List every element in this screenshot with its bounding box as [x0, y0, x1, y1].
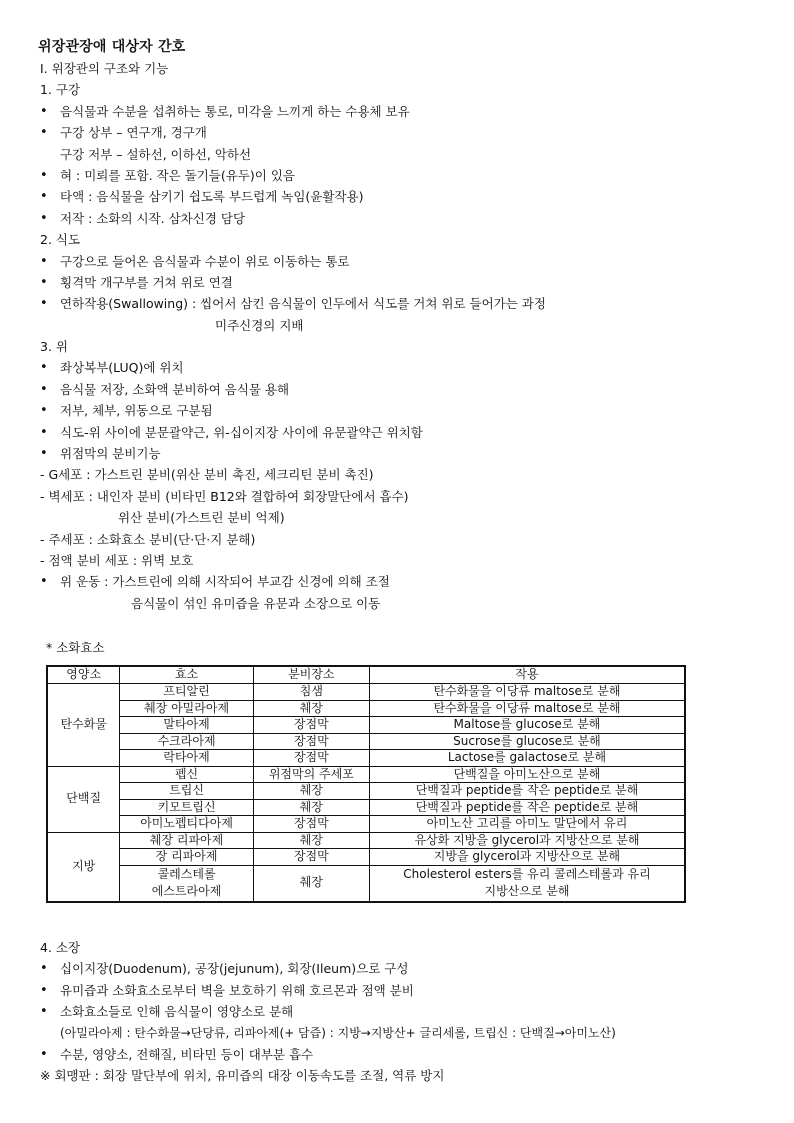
- list-item: • 저작 : 소화의 시작. 삼차신경 담당: [40, 208, 754, 229]
- dash-item: - 점액 분비 세포 : 위벽 보호: [40, 552, 194, 568]
- enzyme-cell: 아미노펩티다아제: [120, 816, 253, 833]
- list-item: • 소화효소들로 인해 음식물이 영양소로 분해: [40, 1001, 754, 1022]
- list-item: • 구강 상부 – 연구개, 경구개: [40, 122, 754, 143]
- dash-item: - 주세포 : 소화효소 분비(단·단·지 분해): [40, 531, 256, 547]
- table-row: [47, 766, 685, 783]
- table-row: [47, 832, 685, 849]
- table-row: [47, 849, 685, 866]
- dash-item: - G세포 : 가스트린 분비(위산 분비 촉진, 세크리틴 분비 촉진): [40, 467, 374, 483]
- table-row: [47, 816, 685, 833]
- site-cell: 장점막: [253, 816, 369, 833]
- table-row: [47, 750, 685, 767]
- action-cell: Cholesterol esters를 유리 콜레스테롤과 유리: [369, 865, 685, 883]
- note-line: ※ 회맹판 : 회장 말단부에 위치, 유미즙의 대장 이동속도를 조절, 역류 방지: [40, 1068, 445, 1084]
- site-cell: 장점막: [253, 750, 369, 767]
- site-cell: 장점막: [253, 849, 369, 866]
- site-cell: 췌장: [253, 783, 369, 800]
- list-item: • 유미즙과 소화효소로부터 벽을 보호하기 위해 호르몬과 점액 분비: [40, 980, 754, 1001]
- list-item-continuation: 구강 저부 – 설하선, 이하선, 악하선: [60, 146, 252, 162]
- enzyme-cell: 프티알린: [120, 684, 253, 701]
- enzyme-table-caption: * 소화효소: [46, 640, 105, 655]
- dash-item: - 벽세포 : 내인자 분비 (비타민 B12와 결합하여 회장말단에서 흡수): [40, 488, 409, 504]
- table-row: [47, 717, 685, 734]
- site-cell: 췌장: [253, 799, 369, 816]
- list-item: • 횡격막 개구부를 거쳐 위로 연결: [40, 272, 754, 293]
- action-cell: 탄수화물을 이당류 maltose로 분해: [369, 700, 685, 717]
- digestive-enzyme-table: [46, 665, 686, 903]
- site-cell: 장점막: [253, 717, 369, 734]
- enzyme-cell: 췌장 리파아제: [120, 832, 253, 849]
- list-item: • 십이지장(Duodenum), 공장(jejunum), 회장(Ileum)으로 구성: [40, 958, 754, 979]
- table-row: [47, 733, 685, 750]
- site-cell: 위점막의 주세포: [253, 766, 369, 783]
- list-item: • 식도-위 사이에 분문괄약근, 위-십이지장 사이에 유문괄약근 위치함: [40, 422, 754, 443]
- enzyme-cell: 말타아제: [120, 717, 253, 734]
- site-cell: 췌장: [253, 865, 369, 902]
- action-cell: 탄수화물을 이당류 maltose로 분해: [369, 684, 685, 701]
- list-item: • 연하작용(Swallowing) : 씹어서 삼킨 음식물이 인두에서 식도를 거쳐 위로 들어가는 과정: [40, 293, 754, 314]
- action-cell: 지방을 glycerol과 지방산으로 분해: [369, 849, 685, 866]
- column-header: 작용: [369, 666, 685, 684]
- dash-item-continuation: 위산 분비(가스트린 분비 억제): [118, 510, 285, 526]
- enzyme-cell: 락타아제: [120, 750, 253, 767]
- enzyme-cell: 키모트립신: [120, 799, 253, 816]
- site-cell: 췌장: [253, 832, 369, 849]
- action-cell: 유상화 지방을 glycerol과 지방산으로 분해: [369, 832, 685, 849]
- section-small-intestine: [40, 937, 754, 1087]
- site-cell: 침샘: [253, 684, 369, 701]
- list-item-continuation: 미주신경의 지배: [215, 317, 304, 333]
- column-header: 효소: [120, 666, 253, 684]
- site-cell: 장점막: [253, 733, 369, 750]
- document-title: 위장관장애 대상자 간호: [38, 39, 186, 55]
- nutrient-cell: 지방: [47, 832, 120, 902]
- action-cell: 지방산으로 분해: [369, 883, 685, 902]
- enzyme-cell: 장 리파아제: [120, 849, 253, 866]
- table-row: [47, 700, 685, 717]
- table-row: [47, 799, 685, 816]
- action-cell: 단백질을 아미노산으로 분해: [369, 766, 685, 783]
- enzyme-cell: 펩신: [120, 766, 253, 783]
- list-item: • 위 운동 : 가스트린에 의해 시작되어 부교감 신경에 의해 조절: [40, 571, 754, 592]
- action-cell: 단백질과 peptide를 작은 peptide로 분해: [369, 783, 685, 800]
- action-cell: Lactose를 galactose로 분해: [369, 750, 685, 767]
- list-item: • 혀 : 미뢰를 포함. 작은 돌기들(유두)이 있음: [40, 165, 754, 186]
- list-item-continuation: (아밀라아제 : 탄수화물→단당류, 리파아제(+ 담즙) : 지방→지방산+ 글리세롤, 트립신 : 단백질→아미노산): [60, 1025, 616, 1040]
- table-row: [47, 783, 685, 800]
- subheading-mouth: 1. 구강: [40, 82, 81, 98]
- column-header: 분비장소: [253, 666, 369, 684]
- enzyme-cell: 콜레스테롤: [120, 865, 253, 883]
- enzyme-cell: 에스트라아제: [120, 883, 253, 902]
- list-item: • 좌상복부(LUQ)에 위치: [40, 357, 754, 378]
- action-cell: Maltose를 glucose로 분해: [369, 717, 685, 734]
- nutrient-cell: 단백질: [47, 766, 120, 832]
- list-item-continuation: 음식물이 섞인 유미즙을 유문과 소장으로 이동: [131, 595, 381, 611]
- enzyme-cell: 췌장 아밀라아제: [120, 700, 253, 717]
- section-structure-function: [40, 58, 754, 614]
- nutrient-cell: 탄수화물: [47, 684, 120, 767]
- subheading-stomach: 3. 위: [40, 339, 68, 355]
- list-item: • 음식물과 수분을 섭취하는 통로, 미각을 느끼게 하는 수용체 보유: [40, 101, 754, 122]
- list-item: • 타액 : 음식물을 삼키기 쉽도록 부드럽게 녹임(윤활작용): [40, 186, 754, 207]
- table-row: [47, 684, 685, 701]
- action-cell: 단백질과 peptide를 작은 peptide로 분해: [369, 799, 685, 816]
- subheading-small-intestine: 4. 소장: [40, 940, 81, 955]
- action-cell: Sucrose를 glucose로 분해: [369, 733, 685, 750]
- list-item: • 음식물 저장, 소화액 분비하여 음식물 용해: [40, 379, 754, 400]
- subheading-esophagus: 2. 식도: [40, 232, 81, 248]
- table-header-row: [47, 666, 685, 684]
- list-item: • 위점막의 분비기능: [40, 443, 754, 464]
- list-item: • 구강으로 들어온 음식물과 수분이 위로 이동하는 통로: [40, 251, 754, 272]
- enzyme-cell: 수크라아제: [120, 733, 253, 750]
- section-heading: Ⅰ. 위장관의 구조와 기능: [40, 61, 169, 76]
- table-row: [47, 865, 685, 883]
- list-item: • 수분, 영양소, 전해질, 비타민 등이 대부분 흡수: [40, 1044, 754, 1065]
- column-header: 영양소: [47, 666, 120, 684]
- enzyme-cell: 트립신: [120, 783, 253, 800]
- site-cell: 췌장: [253, 700, 369, 717]
- list-item: • 저부, 체부, 위동으로 구분됨: [40, 400, 754, 421]
- action-cell: 아미노산 고리를 아미노 말단에서 유리: [369, 816, 685, 833]
